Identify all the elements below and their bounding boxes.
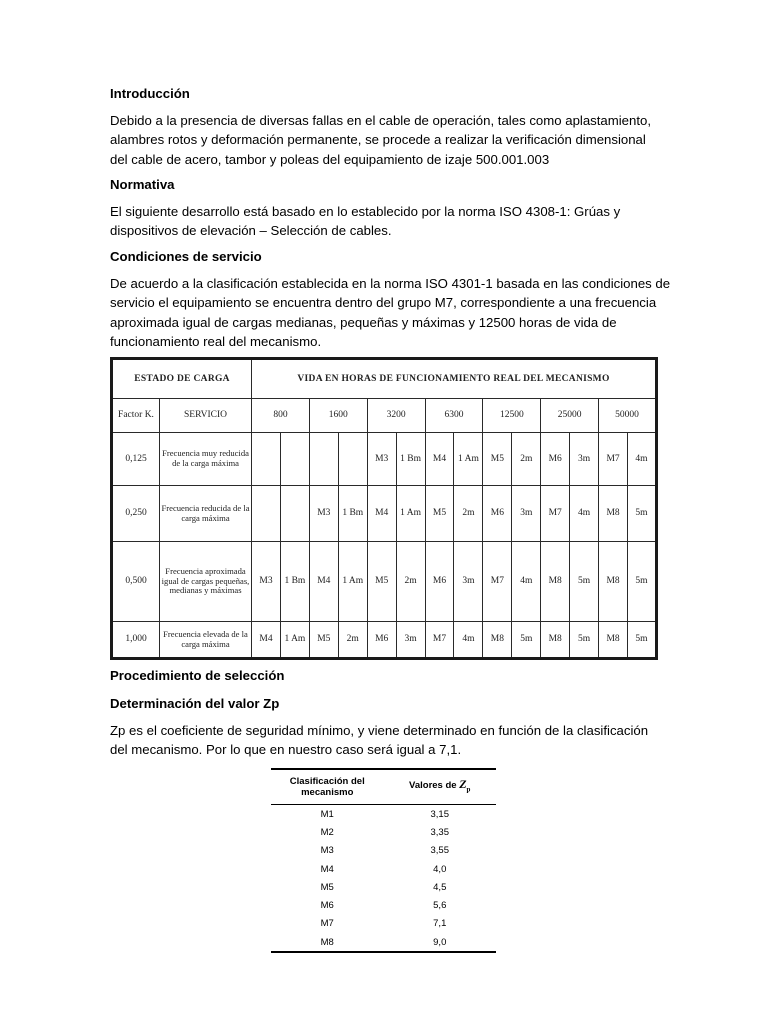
group-cell: M5 xyxy=(367,542,396,622)
zp-valor-cell: 3,15 xyxy=(430,808,449,820)
procedimiento-heading: Procedimiento de selección xyxy=(110,668,285,683)
header-vida-horas: VIDA EN HORAS DE FUNCIONAMIENTO REAL DEL MECANISMO xyxy=(252,359,657,399)
group-cell: M7 xyxy=(425,622,454,659)
zp-valor-cell: 9,0 xyxy=(384,933,497,952)
zp-clase-cell: M6 xyxy=(320,900,334,912)
zp-clase-cell: M7 xyxy=(320,918,334,930)
table-row xyxy=(271,933,496,952)
group-cell: M6 xyxy=(425,542,454,622)
group-cell xyxy=(280,486,309,542)
intro-heading: Introducción xyxy=(110,86,190,101)
group-cell: 5m xyxy=(570,622,599,659)
table-row xyxy=(112,542,657,622)
col-factor: Factor K. xyxy=(112,399,160,433)
table-row xyxy=(271,915,496,933)
group-cell: M8 xyxy=(541,622,570,659)
group-cell: 2m xyxy=(396,542,425,622)
zp-symbol-letter: Z xyxy=(459,776,467,791)
group-cell: M8 xyxy=(599,542,628,622)
group-cell: 3m xyxy=(570,433,599,486)
group-cell: M4 xyxy=(367,486,396,542)
intro-line: del cable de acero, tambor y poleas del equipamiento de izaje 500.001.003 xyxy=(110,151,550,167)
group-cell: 4m xyxy=(570,486,599,542)
zp-line: Zp es el coeficiente de seguridad mínimo, y viene determinado en función de la clasificación xyxy=(110,723,649,738)
zp-heading: Determinación del valor Zp xyxy=(110,696,280,711)
zp-col-valores xyxy=(384,769,497,805)
group-cell: 1 Am xyxy=(454,433,483,486)
group-cell: M8 xyxy=(483,622,512,659)
table-row xyxy=(112,622,657,659)
zp-col-valores-label: Valores de xyxy=(409,779,457,791)
group-cell: 5m xyxy=(628,542,657,622)
condiciones-heading: Condiciones de servicio xyxy=(110,249,262,264)
service-life-grid xyxy=(110,357,658,660)
group-cell: M8 xyxy=(599,486,628,542)
group-cell: 4m xyxy=(454,622,483,659)
condiciones-paragraph xyxy=(110,274,671,352)
group-cell: M4 xyxy=(425,433,454,486)
normativa-line: El siguiente desarrollo está basado en lo establecido por la norma ISO 4308-1: Grúas y xyxy=(110,204,621,219)
group-cell: M8 xyxy=(599,622,628,659)
table-row xyxy=(112,433,657,486)
zp-line: del mecanismo. Por lo que en nuestro caso será igual a 7,1. xyxy=(110,742,462,758)
group-cell xyxy=(309,433,338,486)
factor-cell: 1,000 xyxy=(112,622,160,659)
group-cell: 5m xyxy=(570,542,599,622)
group-cell: M5 xyxy=(309,622,338,659)
hours-cell: 50000 xyxy=(599,399,657,433)
group-cell: M7 xyxy=(599,433,628,486)
group-cell: M6 xyxy=(483,486,512,542)
zp-clase-cell: M3 xyxy=(320,845,334,857)
group-cell: 4m xyxy=(512,542,541,622)
intro-line: alambres rotos y deformación permanente, se procede a realizar la verificación dimensional xyxy=(110,132,646,148)
zp-grid xyxy=(271,768,496,953)
group-cell: M3 xyxy=(252,542,281,622)
group-cell xyxy=(252,486,281,542)
group-cell xyxy=(338,433,367,486)
hours-cell: 800 xyxy=(252,399,310,433)
table-row xyxy=(271,878,496,896)
zp-valor-cell: 3,55 xyxy=(430,845,449,857)
group-cell: M3 xyxy=(309,486,338,542)
zp-valor-cell: 4,0 xyxy=(433,863,447,875)
group-cell: 4m xyxy=(628,433,657,486)
condiciones-line: De acuerdo a la clasificación establecida en la norma ISO 4301-1 basada en las condiciones de xyxy=(110,276,671,291)
group-cell: M3 xyxy=(367,433,396,486)
zp-valor-cell: 4,5 xyxy=(433,881,447,893)
group-cell: 1 Bm xyxy=(338,486,367,542)
group-cell: 1 Am xyxy=(338,542,367,622)
group-cell: 5m xyxy=(628,486,657,542)
condiciones-line: servicio el equipamiento se encuentra dentro del grupo M7, correspondiente a una frecuencia xyxy=(110,295,657,311)
zp-symbol xyxy=(459,776,471,794)
intro-paragraph xyxy=(110,111,658,169)
zp-col-clasificacion: Clasificación del mecanismo xyxy=(271,769,384,805)
condiciones-line: funcionamiento real del mecanismo. xyxy=(110,334,322,350)
group-cell: M5 xyxy=(425,486,454,542)
group-cell: 2m xyxy=(338,622,367,659)
col-servicio: SERVICIO xyxy=(160,399,252,433)
group-cell: 3m xyxy=(454,542,483,622)
servicio-cell: Frecuencia reducida de la carga máxima xyxy=(160,486,252,542)
normativa-paragraph xyxy=(110,202,658,241)
group-cell: 2m xyxy=(512,433,541,486)
zp-table xyxy=(271,768,496,953)
group-cell: M6 xyxy=(367,622,396,659)
servicio-cell: Frecuencia aproximada igual de cargas pequeñas, medianas y máximas xyxy=(160,542,252,622)
table-row xyxy=(271,805,496,824)
header-estado-carga: ESTADO DE CARGA xyxy=(112,359,252,399)
table-row xyxy=(112,486,657,542)
group-cell: 1 Am xyxy=(396,486,425,542)
table-row xyxy=(271,842,496,860)
intro-line: Debido a la presencia de diversas fallas en el cable de operación, tales como aplastamiento, xyxy=(110,113,652,128)
group-cell: 5m xyxy=(628,622,657,659)
group-cell xyxy=(252,433,281,486)
normativa-line: dispositivos de elevación – Selección de cables. xyxy=(110,223,392,239)
factor-cell: 0,125 xyxy=(112,433,160,486)
group-cell: M6 xyxy=(541,433,570,486)
zp-valor-cell: 7,1 xyxy=(433,918,447,930)
group-cell: M7 xyxy=(483,542,512,622)
factor-cell: 0,500 xyxy=(112,542,160,622)
group-cell: 2m xyxy=(454,486,483,542)
group-cell: 1 Bm xyxy=(280,542,309,622)
hours-cell: 6300 xyxy=(425,399,483,433)
zp-clase-cell: M4 xyxy=(320,863,334,875)
zp-valor-cell: 3,35 xyxy=(430,826,449,838)
group-cell xyxy=(280,433,309,486)
servicio-cell: Frecuencia muy reducida de la carga máxima xyxy=(160,433,252,486)
group-cell: 3m xyxy=(396,622,425,659)
service-life-table xyxy=(110,357,658,657)
servicio-cell: Frecuencia elevada de la carga máxima xyxy=(160,622,252,659)
group-cell: M5 xyxy=(483,433,512,486)
normativa-heading: Normativa xyxy=(110,177,175,192)
zp-valor-cell: 5,6 xyxy=(433,900,447,912)
hours-cell: 3200 xyxy=(367,399,425,433)
table-row xyxy=(271,896,496,914)
group-cell: M4 xyxy=(252,622,281,659)
table-row xyxy=(271,860,496,878)
hours-cell: 1600 xyxy=(309,399,367,433)
factor-cell: 0,250 xyxy=(112,486,160,542)
zp-clase-cell: M5 xyxy=(320,881,334,893)
group-cell: M8 xyxy=(541,542,570,622)
zp-clase-cell: M2 xyxy=(320,826,334,838)
zp-clase-cell: M8 xyxy=(271,933,384,952)
table-row xyxy=(271,823,496,841)
hours-cell: 25000 xyxy=(541,399,599,433)
group-cell: M4 xyxy=(309,542,338,622)
group-cell: M7 xyxy=(541,486,570,542)
zp-paragraph xyxy=(110,721,658,760)
zp-symbol-sub: p xyxy=(466,785,471,794)
hours-cell: 12500 xyxy=(483,399,541,433)
zp-clase-cell: M1 xyxy=(320,808,334,820)
group-cell: 1 Am xyxy=(280,622,309,659)
condiciones-line: aproximada igual de cargas medianas, pequeñas y máximas y 12500 horas de vida de xyxy=(110,314,617,330)
group-cell: 1 Bm xyxy=(396,433,425,486)
group-cell: 5m xyxy=(512,622,541,659)
group-cell: 3m xyxy=(512,486,541,542)
